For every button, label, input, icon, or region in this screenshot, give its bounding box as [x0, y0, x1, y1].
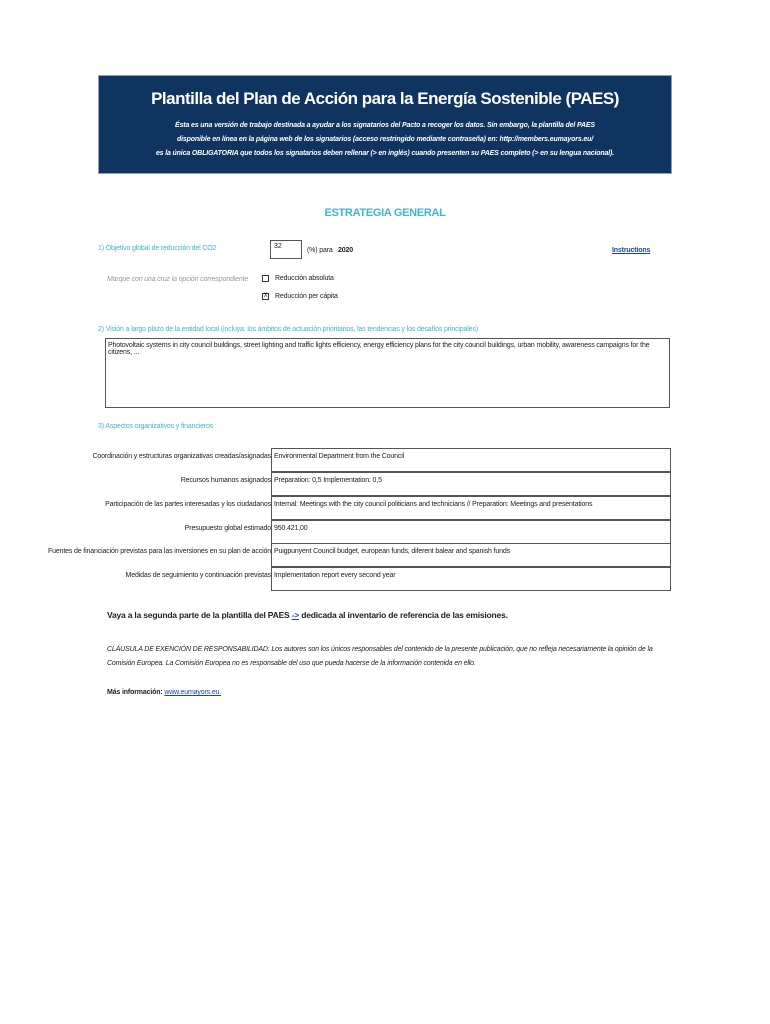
reduction-target-field[interactable]: 32	[270, 240, 302, 259]
reduction-unit-label: (%) para	[307, 247, 333, 254]
row-value-field[interactable]: Environmental Department from the Council	[271, 448, 671, 472]
intro-text	[99, 119, 671, 161]
row-value-field[interactable]: Internal: Meetings with the city council politicians and technicians // Preparation: Meetings and presentations	[271, 496, 671, 520]
row-label: Medidas de seguimiento y continuación previstas	[125, 572, 271, 579]
target-year: 2020	[338, 247, 353, 254]
reduction-target-label: 1) Objetivo global de reducción del CO2	[98, 245, 217, 252]
intro-line-2: disponible en línea en la página web de los signatarios (acceso restringido mediante contraseña) en: http://members.eumayors.eu/	[176, 136, 594, 143]
intro-line-1: Ésta es una versión de trabajo destinada a ayudar a los signatarios del Pacto a recoger los datos. Sin embargo, la plantilla del PAES	[175, 122, 595, 129]
row-label: Recursos humanos asignados	[180, 477, 271, 484]
row-label: Fuentes de financiación previstas para las inversiones en su plan de acción	[47, 548, 271, 555]
next-part-prefix: Vaya a la segunda parte de la plantilla del PAES	[107, 610, 292, 620]
disclaimer: CLÁUSULA DE EXENCIÓN DE RESPONSABILIDAD: Los autores son los únicos responsables del contenido de la presente publicación, que no refleja necesariamente la opinión de la Comisión Europea. La Comisión Europea no es responsable del uso que pueda hacerse de la información contenida en ello.	[107, 646, 653, 667]
instructions-link[interactable]: Instructions	[612, 247, 651, 254]
option-label: Reducción per cápita	[275, 293, 338, 300]
option-label: Reducción absoluta	[275, 275, 334, 282]
row-label: Coordinación y estructuras organizativas creadas/asignadas	[92, 453, 271, 460]
org-row-human-resources	[0, 472, 770, 496]
more-info	[107, 689, 221, 696]
mark-hint: Marque con una cruz la opción correspondiente	[107, 276, 249, 283]
vision-label: 2) Visión a largo plazo de la entidad local (incluya: los ámbitos de actuación prioritarios, las tendencias y los desafíos principales)	[98, 326, 479, 333]
option-absolute-reduction[interactable]	[262, 275, 334, 282]
org-row-budget	[0, 520, 770, 544]
row-label: Participación de las partes interesadas y los ciudadanos	[105, 501, 271, 508]
row-label: Presupuesto global estimado	[184, 525, 271, 532]
next-part-note	[107, 610, 508, 620]
intro-line-3: es la única OBLIGATORIA que todos los signatarios deben rellenar (> en inglés) cuando presenten su PAES completo (> en su lengua nacional).	[155, 150, 615, 157]
row-value-field[interactable]: Implementation report every second year	[271, 567, 671, 591]
next-part-link[interactable]: ->	[291, 610, 300, 620]
org-row-stakeholders	[0, 496, 770, 520]
checkbox-absolute[interactable]	[262, 275, 269, 282]
vision-textarea[interactable]: Photovoltaic systems in city council buildings, street lighting and traffic lights efficiency, energy efficiency plans for the city council buildings, urban mobility, awareness campaigns for the citizens, ...	[105, 338, 670, 408]
org-row-monitoring	[0, 567, 770, 591]
template-header	[98, 75, 672, 174]
next-part-suffix: dedicada al inventario de referencia de las emisiones.	[299, 610, 508, 620]
page-title: Plantilla del Plan de Acción para la Energía Sostenible (PAES)	[151, 89, 619, 108]
row-value-field[interactable]: Preparation: 0,5 Implementation: 0,5	[271, 472, 671, 496]
eumayors-link[interactable]: www.eumayors.eu.	[164, 689, 222, 696]
org-row-coordination	[0, 448, 770, 472]
row-value-field[interactable]: Puigpunyent Council budget, european funds, diferent balear and spanish funds	[271, 543, 671, 567]
more-info-label: Más información:	[107, 689, 165, 696]
section-heading: ESTRATEGIA GENERAL	[324, 207, 446, 219]
org-financial-label: 3) Aspectos organizativos y financieros	[98, 423, 214, 430]
option-per-capita-reduction[interactable]	[262, 293, 338, 300]
org-row-funding-sources	[0, 543, 770, 567]
checkbox-per-capita[interactable]: X	[263, 293, 268, 299]
row-value-field[interactable]: 950.421,00	[271, 520, 671, 544]
